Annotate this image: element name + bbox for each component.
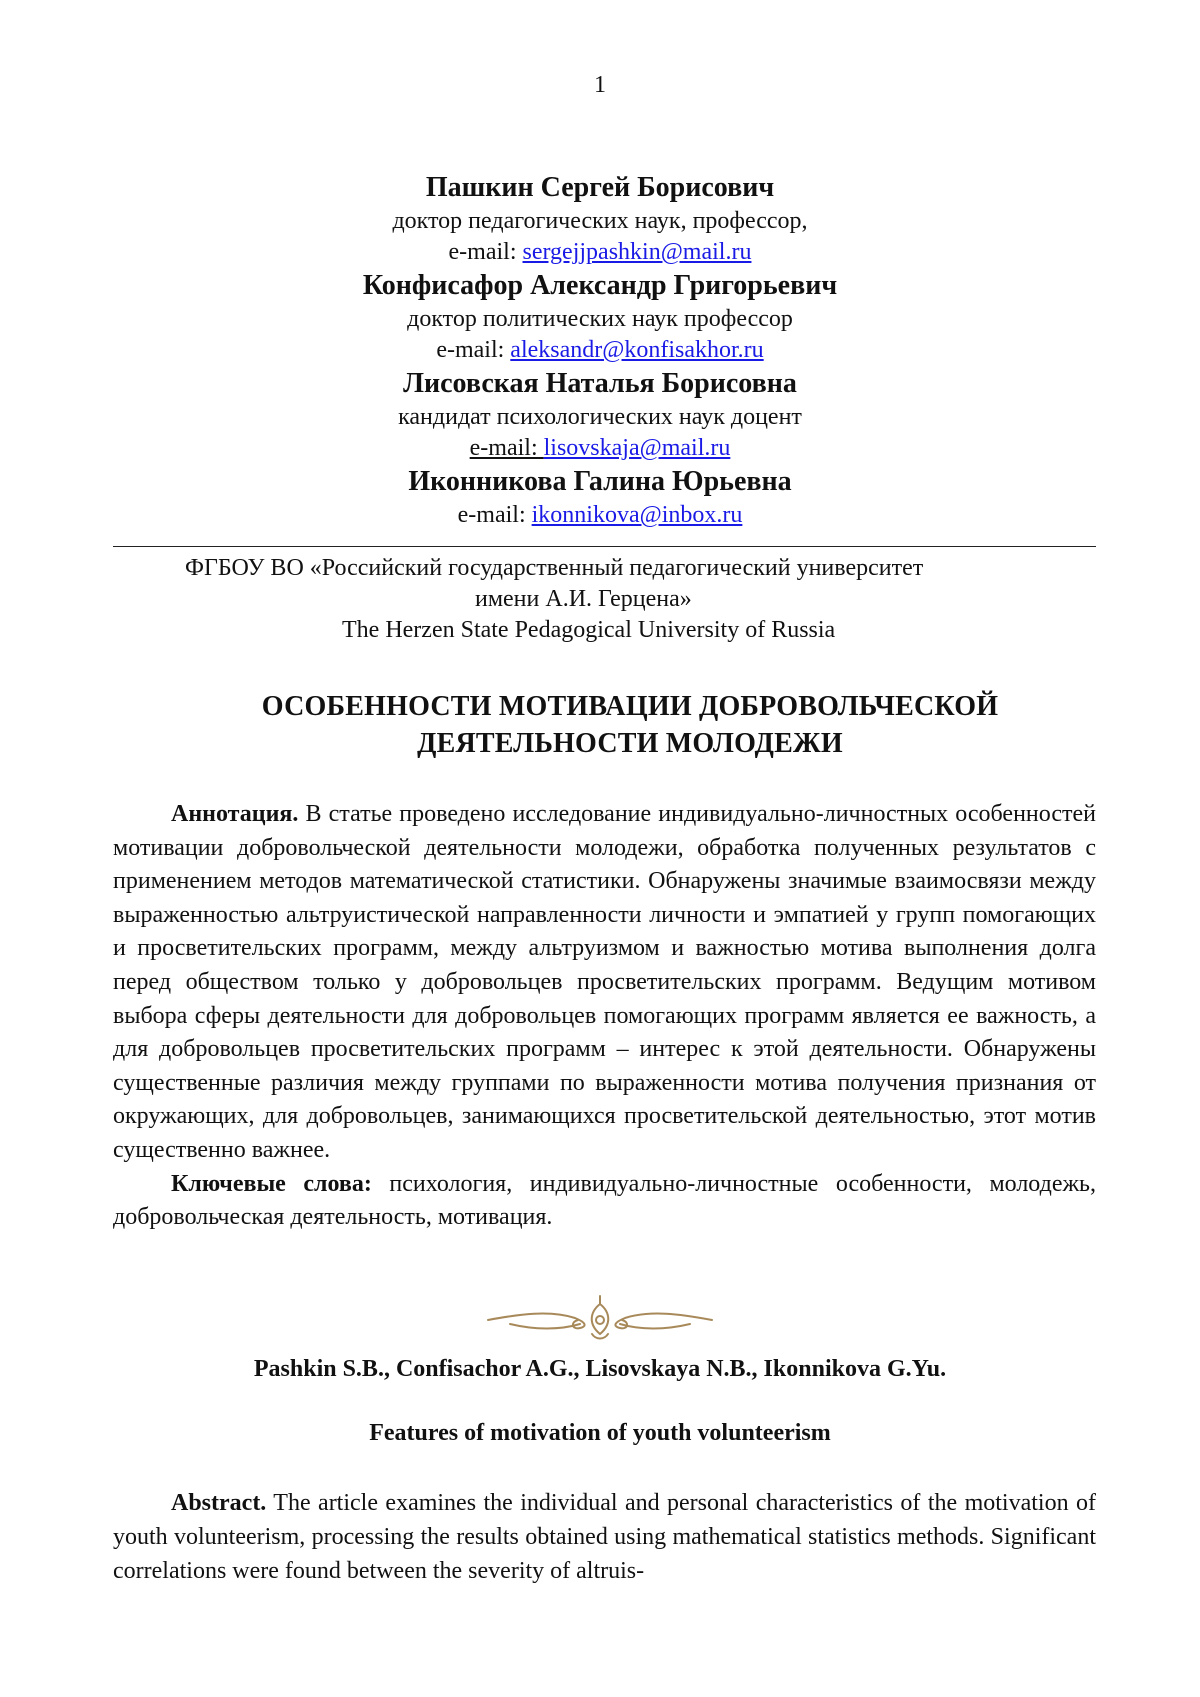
english-authors: Pashkin S.B., Confisachor A.G., Lisovskaya N.B., Ikonnikova G.Yu. (253, 1356, 947, 1382)
annotation-text: В статье проведено исследование индивидуально-личностных особенностей мотивации добровольческой деятельности молодежи, обработка полученных результатов с применением методов математической статистики. Обнаружены значимые взаимосвязи между выраженностью альтруистической направленности личности и эмпатией у групп помогающих и просветительских программ, между альтруизмом и важностью мотива выполнения долга перед обществом только у добровольцев просветительских программ. Ведущим мотивом выбора сферы деятельности для добровольцев помогающих программ является ее важность, а для добровольцев просветительских программ – интерес к этой деятельности. Обнаружены существенные различия между группами по выраженности мотива получения признания от окружающих, для добровольцев, занимающихся просветительской деятельностью, этот мотив существенно важнее. (113, 801, 1096, 1163)
email-link-3[interactable]: lisovskaja@mail.ru (543, 435, 731, 461)
author-email-line-3 (0, 433, 1200, 464)
author-name-1: Пашкин Сергей Борисович (425, 172, 775, 203)
author-name-4: Иконникова Галина Юрьевна (408, 466, 792, 497)
abstract-text: The article examines the individual and personal characteristics of the motivation of youth volunteerism, processing the results obtained using mathematical statistics methods. Significant correlations were found between the severity of altruis- (113, 1490, 1096, 1584)
article-title-line-1: ОСОБЕННОСТИ МОТИВАЦИИ ДОБРОВОЛЬЧЕСКОЙ (261, 691, 999, 722)
keywords-paragraph (113, 1168, 1096, 1235)
annotation-label: Аннотация. (171, 801, 299, 827)
email-label: e-mail: (448, 239, 523, 265)
author-name-3: Лисовская Наталья Борисовна (403, 368, 797, 399)
page-number: 1 (594, 72, 606, 98)
affiliation-line-3: The Herzen State Pedagogical University of Russia (342, 617, 836, 643)
abstract-label: Abstract. (171, 1490, 267, 1516)
separator-rule (113, 546, 1096, 547)
author-name-2: Конфисафор Александр Григорьевич (362, 270, 838, 301)
email-link-1[interactable]: sergejjpashkin@mail.ru (522, 239, 752, 265)
email-link-4[interactable]: ikonnikova@inbox.ru (531, 502, 743, 528)
author-degree-3: кандидат психологических наук доцент (398, 404, 802, 430)
article-title-line-2: ДЕЯТЕЛЬНОСТИ МОЛОДЕЖИ (417, 728, 843, 759)
english-title: Features of motivation of youth volunteerism (369, 1420, 831, 1446)
author-degree-1: доктор педагогических наук, профессор, (392, 208, 808, 234)
keywords-label: Ключевые слова: (171, 1170, 372, 1197)
author-email-line-2 (0, 335, 1200, 366)
abstract-paragraph (113, 1486, 1096, 1588)
keywords-text: психология, индивидуально-личностные особенности, молодежь, добровольческая деятельность, мотивация. (113, 1170, 1096, 1231)
ornament-divider-icon (480, 1290, 720, 1344)
article-title (150, 688, 1110, 762)
author-degree-2: доктор политических наук профессор (407, 306, 793, 332)
author-block (0, 170, 1200, 531)
email-link-2[interactable]: aleksandr@konfisakhor.ru (510, 337, 764, 363)
annotation-section (113, 798, 1096, 1235)
affiliation-line-1: ФГБОУ ВО «Российский государственный педагогический университет (185, 555, 924, 581)
abstract-section (113, 1486, 1096, 1588)
affiliation (185, 553, 1085, 646)
annotation-paragraph (113, 798, 1096, 1168)
author-email-line-1 (0, 237, 1200, 268)
affiliation-line-2: имени А.И. Герцена» (475, 586, 692, 612)
email-label: e-mail: (469, 435, 544, 461)
email-label: e-mail: (436, 337, 511, 363)
email-label: e-mail: (457, 502, 532, 528)
author-email-line-4 (0, 500, 1200, 531)
